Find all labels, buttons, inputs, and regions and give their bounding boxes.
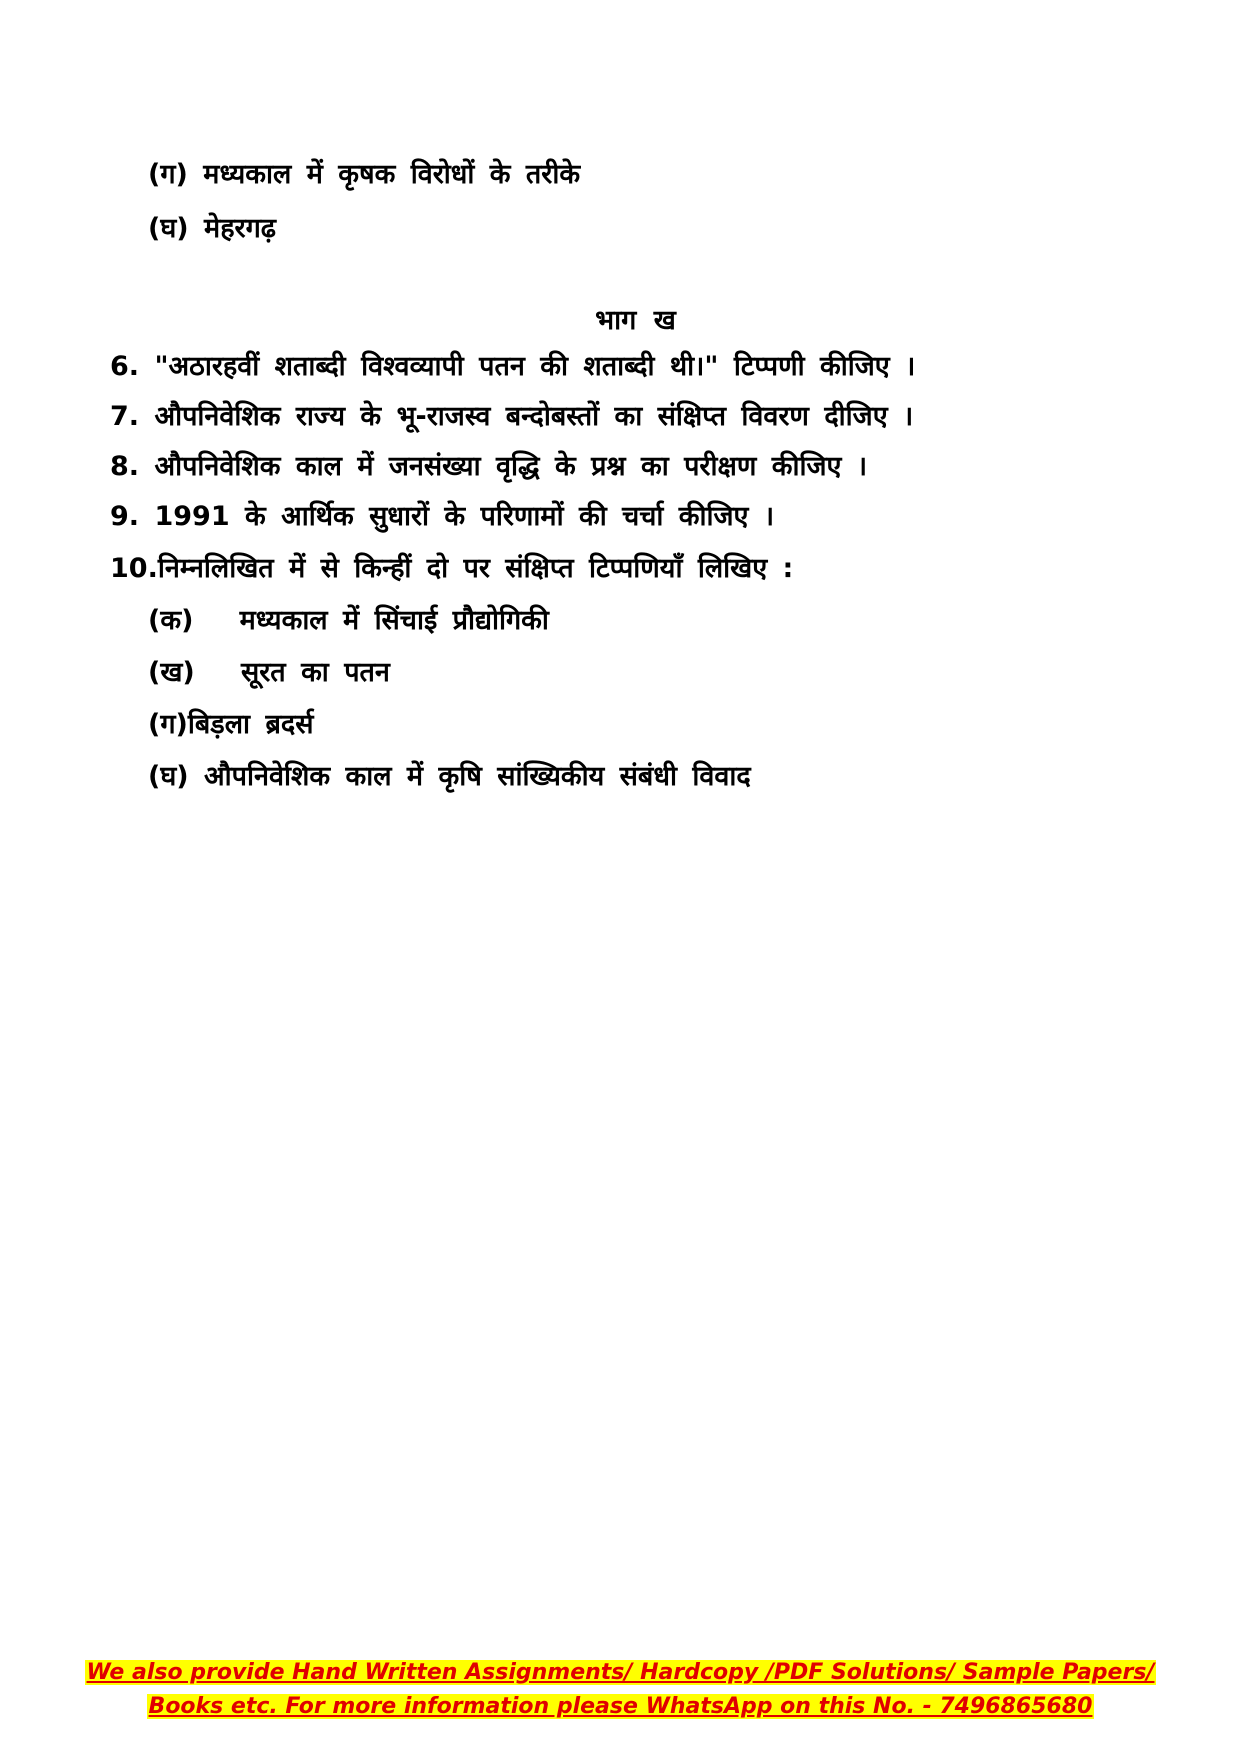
question-8	[110, 450, 867, 484]
question-9	[110, 500, 774, 534]
question-number: 8.	[110, 451, 140, 482]
q10-option-kha	[148, 656, 390, 690]
option-text: औपनिवेशिक काल में कृषि सांख्यिकीय संबंधी विवाद	[204, 761, 751, 792]
question-text: "अठारहवीं शताब्दी विश्वव्यापी पतन की शताब्दी थी।" टिप्पणी कीजिए ।	[154, 351, 916, 382]
question-text: औपनिवेशिक राज्य के भू-राजस्व बन्दोबस्तों का संक्षिप्त विवरण दीजिए ।	[154, 401, 914, 432]
footer-line-1: We also provide Hand Written Assignments/ Hardcopy /PDF Solutions/ Sample Papers/	[86, 1660, 1155, 1685]
option-text: बिड़ला ब्रदर्स	[187, 709, 314, 740]
option-label: (ख)	[148, 657, 195, 688]
footer-notice	[0, 1656, 1241, 1724]
part-a-item-gha	[148, 212, 276, 246]
item-text: मध्यकाल में कृषक विरोधों के तरीके	[203, 159, 581, 190]
q10-option-gha	[148, 760, 751, 794]
question-10	[110, 552, 793, 586]
q10-option-ga	[148, 708, 313, 742]
option-label: (ग)	[148, 709, 188, 740]
q10-option-ka	[148, 604, 549, 638]
option-text: सूरत का पतन	[240, 657, 390, 688]
question-text: 1991 के आर्थिक सुधारों के परिणामों की चर्चा कीजिए ।	[154, 501, 775, 532]
option-label: (घ)	[148, 761, 189, 792]
item-label: (ग)	[148, 159, 188, 190]
footer-line-2: Books etc. For more information please WhatsApp on this No. - 7496865680	[148, 1694, 1093, 1719]
option-label: (क)	[148, 605, 194, 636]
question-number: 10.	[110, 553, 158, 584]
item-text: मेहरगढ़	[204, 213, 276, 244]
question-number: 9.	[110, 501, 140, 532]
question-number: 7.	[110, 401, 140, 432]
question-text: निम्नलिखित में से किन्हीं दो पर संक्षिप्त टिप्पणियाँ लिखिए :	[157, 553, 794, 584]
option-text: मध्यकाल में सिंचाई प्रौद्योगिकी	[239, 605, 549, 636]
item-label: (घ)	[148, 213, 189, 244]
question-6	[110, 350, 915, 384]
section-title: भाग ख	[595, 305, 676, 336]
question-text: औपनिवेशिक काल में जनसंख्या वृद्धि के प्रश्न का परीक्षण कीजिए ।	[154, 451, 868, 482]
part-a-item-ga	[148, 158, 580, 192]
question-number: 6.	[110, 351, 140, 382]
question-7	[110, 400, 913, 434]
